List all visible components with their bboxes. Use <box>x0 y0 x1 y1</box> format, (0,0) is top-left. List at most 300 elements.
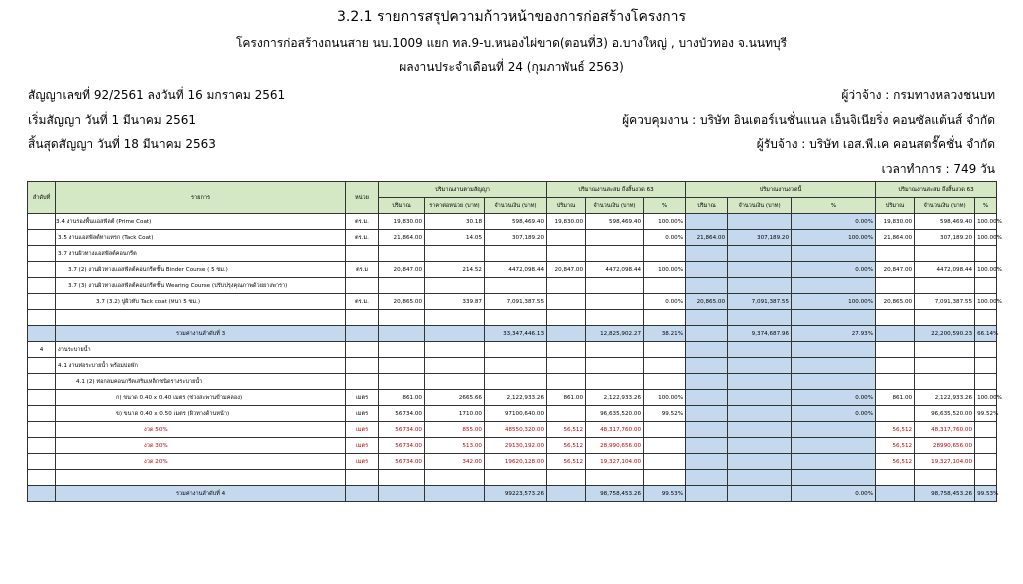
row-total-amount: 19,327,104.00 <box>915 454 975 470</box>
row-accum-amount: 48,317,760.00 <box>586 422 644 438</box>
col-price: ราคาต่อหน่วย (บาท) <box>425 198 485 214</box>
row-no <box>28 246 56 262</box>
row-accum-amount: 19,327,104.00 <box>586 454 644 470</box>
row-total-pct <box>975 438 997 454</box>
row-item: งวด 30% <box>56 438 346 454</box>
row-amount: 4472,098.44 <box>485 262 547 278</box>
row-accum-pct <box>644 422 686 438</box>
row-item: 4.1 งานท่อระบายน้ำ พร้อมบ่อพัก <box>56 358 346 374</box>
row-qty <box>379 486 425 502</box>
row-period-amount <box>728 246 792 262</box>
row-period-pct <box>792 438 876 454</box>
row-accum-qty <box>547 342 586 358</box>
row-accum-qty <box>547 230 586 246</box>
table-row <box>28 358 997 374</box>
row-no <box>28 326 56 342</box>
row-period-qty <box>686 326 728 342</box>
row-accum-pct <box>644 454 686 470</box>
row-total-qty: 56,512 <box>876 454 915 470</box>
row-no <box>28 486 56 502</box>
row-accum-amount: 12,825,902.27 <box>586 326 644 342</box>
row-total-pct: 100.00% <box>975 390 997 406</box>
project-name: โครงการก่อสร้างถนนสาย นบ.1009 แยก ทล.9-บ.หนองไผ่ขาด(ตอนที่3) อ.บางใหญ่ , บางบัวทอง จ.นนทบุรี <box>235 36 788 50</box>
row-period-pct <box>792 422 876 438</box>
row-period-amount <box>728 342 792 358</box>
row-item: รวมค่างานลำดับที่ 3 <box>56 326 346 342</box>
row-total-pct <box>975 470 997 486</box>
row-accum-amount <box>586 278 644 294</box>
row-period-qty <box>686 278 728 294</box>
row-period-pct: 0.00% <box>792 262 876 278</box>
progress-table <box>27 181 1002 502</box>
row-period-amount <box>728 470 792 486</box>
row-item <box>56 470 346 486</box>
row-price: 30.18 <box>425 214 485 230</box>
row-unit <box>346 310 379 326</box>
row-period-amount <box>728 310 792 326</box>
row-total-qty <box>876 310 915 326</box>
row-total-amount: 48,317,760.00 <box>915 422 975 438</box>
contract-number: สัญญาเลขที่ 92/2561 ลงวันที่ 16 มกราคม 2561 <box>28 88 286 102</box>
row-total-pct <box>975 454 997 470</box>
row-no <box>28 230 56 246</box>
row-accum-amount <box>586 294 644 310</box>
row-total-amount <box>915 278 975 294</box>
row-total-amount <box>915 246 975 262</box>
row-period-qty <box>686 438 728 454</box>
row-period-amount <box>728 262 792 278</box>
row-no <box>28 374 56 390</box>
row-unit: เมตร <box>346 438 379 454</box>
row-period-pct <box>792 454 876 470</box>
group-accum-prev: ปริมาณงานสะสม ถึงสิ้นงวด 63 <box>547 182 686 198</box>
row-total-qty <box>876 326 915 342</box>
row-total-qty: 21,864.00 <box>876 230 915 246</box>
row-accum-qty <box>547 374 586 390</box>
row-accum-qty: 20,847.00 <box>547 262 586 278</box>
table-row <box>28 214 997 230</box>
row-qty <box>379 358 425 374</box>
row-price <box>425 310 485 326</box>
row-period-pct: 100.00% <box>792 294 876 310</box>
row-period-qty <box>686 246 728 262</box>
row-accum-pct: 0.00% <box>644 230 686 246</box>
row-price <box>425 326 485 342</box>
row-accum-amount: 598,469.40 <box>586 214 644 230</box>
table-row <box>28 470 997 486</box>
row-amount: 7,091,387.55 <box>485 294 547 310</box>
row-accum-qty: 861.00 <box>547 390 586 406</box>
row-qty: 20,865.00 <box>379 294 425 310</box>
row-unit <box>346 278 379 294</box>
row-accum-qty <box>547 470 586 486</box>
table-row <box>28 422 997 438</box>
row-total-pct: 100.00% <box>975 262 997 278</box>
row-accum-pct: 100.00% <box>644 214 686 230</box>
row-price <box>425 342 485 358</box>
row-qty: 21,864.00 <box>379 230 425 246</box>
row-total-amount: 22,200,590.23 <box>915 326 975 342</box>
row-period-qty <box>686 454 728 470</box>
row-period-qty <box>686 262 728 278</box>
row-qty: 56734.00 <box>379 438 425 454</box>
row-item: 3.5 งานแอสฟัลต์ทาแทรก (Tack Coat) <box>56 230 346 246</box>
row-amount <box>485 374 547 390</box>
row-period-amount <box>728 278 792 294</box>
col-qty: ปริมาณ <box>876 198 915 214</box>
row-total-pct <box>975 278 997 294</box>
row-accum-qty <box>547 486 586 502</box>
row-amount <box>485 470 547 486</box>
row-price <box>425 278 485 294</box>
row-qty: 861.00 <box>379 390 425 406</box>
row-period-qty <box>686 390 728 406</box>
row-period-qty <box>686 310 728 326</box>
row-amount: 33,347,446.13 <box>485 326 547 342</box>
row-accum-qty <box>547 294 586 310</box>
group-this-period: ปริมาณงานงวดนี้ <box>686 182 876 198</box>
row-period-pct: 0.00% <box>792 406 876 422</box>
row-no <box>28 406 56 422</box>
row-accum-amount: 28,990,656.00 <box>586 438 644 454</box>
employer: ผู้ว่าจ้าง : กรมทางหลวงชนบท <box>841 88 995 102</box>
row-total-amount <box>915 470 975 486</box>
row-period-pct <box>792 470 876 486</box>
row-period-amount <box>728 374 792 390</box>
row-no: 4 <box>28 342 56 358</box>
row-accum-pct: 0.00% <box>644 294 686 310</box>
row-total-qty <box>876 358 915 374</box>
row-total-qty: 20,847.00 <box>876 262 915 278</box>
row-unit: ตร.ม. <box>346 214 379 230</box>
row-total-qty <box>876 374 915 390</box>
row-period-amount <box>728 214 792 230</box>
row-total-pct <box>975 310 997 326</box>
row-no <box>28 214 56 230</box>
col-amount: จำนวนเงิน (บาท) <box>586 198 644 214</box>
duration: เวลาทำการ : 749 วัน <box>881 162 995 176</box>
row-accum-pct <box>644 438 686 454</box>
col-no: ลำดับที่ <box>28 182 56 214</box>
col-pct: % <box>644 198 686 214</box>
row-amount <box>485 342 547 358</box>
row-item: ข) ขนาด 0.40 x 0.50 เมตร (ผิวทางด้านหน้า) <box>56 406 346 422</box>
row-accum-pct: 100.00% <box>644 262 686 278</box>
row-period-qty <box>686 214 728 230</box>
row-total-pct: 99.53% <box>975 486 997 502</box>
col-unit: หน่วย <box>346 182 379 214</box>
row-no <box>28 454 56 470</box>
row-total-amount: 96,635,520.00 <box>915 406 975 422</box>
row-accum-qty: 56,512 <box>547 438 586 454</box>
row-period-pct <box>792 342 876 358</box>
row-accum-qty <box>547 358 586 374</box>
group-accum-total: ปริมาณงานสะสม ถึงสิ้นงวด 63 <box>876 182 997 198</box>
row-amount <box>485 358 547 374</box>
row-total-qty <box>876 470 915 486</box>
row-period-pct <box>792 374 876 390</box>
row-total-pct <box>975 374 997 390</box>
row-period-amount <box>728 358 792 374</box>
row-total-pct: 100.00% <box>975 294 997 310</box>
row-qty <box>379 374 425 390</box>
row-total-amount: 307,189.20 <box>915 230 975 246</box>
col-qty: ปริมาณ <box>547 198 586 214</box>
row-accum-pct <box>644 278 686 294</box>
row-qty <box>379 246 425 262</box>
row-unit: ตร.ม. <box>346 230 379 246</box>
row-total-qty: 19,830.00 <box>876 214 915 230</box>
row-qty: 19,830.00 <box>379 214 425 230</box>
row-accum-qty: 19,830.00 <box>547 214 586 230</box>
row-price <box>425 358 485 374</box>
table-row <box>28 342 997 358</box>
row-accum-qty <box>547 406 586 422</box>
row-amount <box>485 278 547 294</box>
row-accum-amount <box>586 246 644 262</box>
row-period-pct <box>792 246 876 262</box>
row-no <box>28 358 56 374</box>
row-total-qty: 56,512 <box>876 422 915 438</box>
row-total-amount: 4472,098.44 <box>915 262 975 278</box>
table-row <box>28 278 997 294</box>
row-total-pct <box>975 422 997 438</box>
row-no <box>28 390 56 406</box>
row-total-pct: 100.00% <box>975 230 997 246</box>
row-item: 3.7 งานผิวทางแอสฟัลต์คอนกรีต <box>56 246 346 262</box>
row-accum-amount: 98,758,453.26 <box>586 486 644 502</box>
row-total-amount: 598,469.40 <box>915 214 975 230</box>
row-amount: 307,189.20 <box>485 230 547 246</box>
row-period-qty: 20,865.00 <box>686 294 728 310</box>
row-period-pct <box>792 278 876 294</box>
row-price: 513.00 <box>425 438 485 454</box>
row-accum-qty: 56,512 <box>547 422 586 438</box>
row-no <box>28 470 56 486</box>
row-unit: ตร.ม <box>346 262 379 278</box>
row-total-amount: 28990,656.00 <box>915 438 975 454</box>
row-item: 3.7 (2) งานผิวทางแอสฟัลต์คอนกรีตชั้น Binder Course ( 5 ซม.) <box>56 262 346 278</box>
row-total-pct <box>975 246 997 262</box>
row-price: 855.00 <box>425 422 485 438</box>
row-price <box>425 470 485 486</box>
row-no <box>28 438 56 454</box>
row-price: 14.05 <box>425 230 485 246</box>
row-period-amount <box>728 438 792 454</box>
row-unit <box>346 358 379 374</box>
row-period-pct: 0.00% <box>792 486 876 502</box>
row-total-amount: 98,758,453.26 <box>915 486 975 502</box>
row-accum-pct <box>644 470 686 486</box>
col-item: รายการ <box>56 182 346 214</box>
row-qty: 56734.00 <box>379 454 425 470</box>
row-accum-pct <box>644 342 686 358</box>
row-item: 3.7 (3.2) ปูผิวทับ Tack coat (หนา 5 ซม.) <box>56 294 346 310</box>
row-total-qty: 20,865.00 <box>876 294 915 310</box>
supervisor: ผู้ควบคุมงาน : บริษัท อินเตอร์เนชั่นแนล เอ็นจิเนียริ่ง คอนซัลแต้นส์ จำกัด <box>622 113 995 127</box>
row-period-amount <box>728 390 792 406</box>
row-total-pct: 99.52% <box>975 406 997 422</box>
row-price: 339.87 <box>425 294 485 310</box>
row-amount <box>485 310 547 326</box>
row-period-pct <box>792 310 876 326</box>
row-price: 1710.00 <box>425 406 485 422</box>
row-item: 3.4 งานรองพื้นแอสฟัลต์ (Prime Coat) <box>56 214 346 230</box>
row-amount <box>485 246 547 262</box>
row-period-pct: 100.00% <box>792 230 876 246</box>
row-accum-amount <box>586 342 644 358</box>
row-total-amount: 7,091,387.55 <box>915 294 975 310</box>
row-period-qty <box>686 374 728 390</box>
row-accum-qty <box>547 278 586 294</box>
total-row <box>28 326 997 342</box>
row-item: 4.1 (2) ท่อกลมคอนกรีตเสริมเหล็กชนิดรางระบายน้ำ <box>56 374 346 390</box>
row-total-qty <box>876 246 915 262</box>
row-qty <box>379 470 425 486</box>
row-price: 342.00 <box>425 454 485 470</box>
row-accum-amount <box>586 374 644 390</box>
row-no <box>28 278 56 294</box>
row-item: งานระบายน้ำ <box>56 342 346 358</box>
col-amount: จำนวนเงิน (บาท) <box>485 198 547 214</box>
report-period: ผลงานประจำเดือนที่ 24 (กุมภาพันธ์ 2563) <box>399 60 624 74</box>
row-accum-amount <box>586 470 644 486</box>
row-accum-qty: 56,512 <box>547 454 586 470</box>
row-qty: 56734.00 <box>379 406 425 422</box>
row-amount: 99223,573.26 <box>485 486 547 502</box>
table-row <box>28 454 997 470</box>
table-row <box>28 294 997 310</box>
row-price <box>425 486 485 502</box>
row-item: งวด 20% <box>56 454 346 470</box>
row-total-pct <box>975 342 997 358</box>
row-period-qty <box>686 422 728 438</box>
row-total-qty <box>876 278 915 294</box>
row-accum-pct: 38.21% <box>644 326 686 342</box>
row-period-qty <box>686 358 728 374</box>
row-unit: ตร.ม. <box>346 294 379 310</box>
row-item: งวด 50% <box>56 422 346 438</box>
row-accum-pct <box>644 246 686 262</box>
col-qty: ปริมาณ <box>379 198 425 214</box>
table-row <box>28 390 997 406</box>
row-unit <box>346 326 379 342</box>
col-pct: % <box>975 198 997 214</box>
row-period-qty <box>686 470 728 486</box>
table-row <box>28 246 997 262</box>
row-period-amount: 7,091,387.55 <box>728 294 792 310</box>
row-qty <box>379 310 425 326</box>
row-unit: เมตร <box>346 454 379 470</box>
row-accum-pct: 100.00% <box>644 390 686 406</box>
row-period-amount: 307,189.20 <box>728 230 792 246</box>
row-item: ก) ขนาด 0.40 x 0.40 เมตร (ช่วงสะพานข้ามคลอง) <box>56 390 346 406</box>
row-accum-amount: 4472,098.44 <box>586 262 644 278</box>
row-period-amount <box>728 406 792 422</box>
row-total-pct <box>975 358 997 374</box>
row-amount: 19620,128.00 <box>485 454 547 470</box>
row-qty: 56734.00 <box>379 422 425 438</box>
row-period-amount: 9,374,687.96 <box>728 326 792 342</box>
row-total-amount <box>915 374 975 390</box>
row-accum-pct: 99.53% <box>644 486 686 502</box>
row-period-qty <box>686 486 728 502</box>
row-price <box>425 246 485 262</box>
contract-end: สิ้นสุดสัญญา วันที่ 18 มีนาคม 2563 <box>28 137 216 151</box>
row-unit: เมตร <box>346 422 379 438</box>
table-row <box>28 438 997 454</box>
row-period-qty: 21,864.00 <box>686 230 728 246</box>
row-accum-qty <box>547 326 586 342</box>
row-amount: 48550,320.00 <box>485 422 547 438</box>
row-period-pct: 0.00% <box>792 390 876 406</box>
row-period-pct: 0.00% <box>792 214 876 230</box>
row-item <box>56 310 346 326</box>
row-total-qty: 861.00 <box>876 390 915 406</box>
row-qty <box>379 326 425 342</box>
table-row <box>28 374 997 390</box>
row-accum-amount: 2,122,933.26 <box>586 390 644 406</box>
row-total-qty <box>876 486 915 502</box>
row-total-amount: 2,122,933.26 <box>915 390 975 406</box>
row-total-amount <box>915 310 975 326</box>
row-unit: เมตร <box>346 406 379 422</box>
row-accum-pct <box>644 310 686 326</box>
row-price <box>425 374 485 390</box>
row-period-pct <box>792 358 876 374</box>
table-row <box>28 230 997 246</box>
row-unit <box>346 374 379 390</box>
row-period-pct: 27.93% <box>792 326 876 342</box>
col-amount: จำนวนเงิน (บาท) <box>728 198 792 214</box>
row-period-qty <box>686 406 728 422</box>
table-row <box>28 310 997 326</box>
row-accum-pct <box>644 374 686 390</box>
row-accum-amount <box>586 358 644 374</box>
row-period-amount <box>728 486 792 502</box>
row-total-amount <box>915 342 975 358</box>
row-qty <box>379 342 425 358</box>
row-item: รวมค่างานลำดับที่ 4 <box>56 486 346 502</box>
contractor: ผู้รับจ้าง : บริษัท เอส.พี.เค คอนสตรั๊คชั่น จำกัด <box>756 137 995 151</box>
row-period-amount <box>728 454 792 470</box>
row-accum-qty <box>547 310 586 326</box>
row-period-qty <box>686 342 728 358</box>
row-total-amount <box>915 358 975 374</box>
row-accum-pct <box>644 358 686 374</box>
row-accum-amount: 96,635,520.00 <box>586 406 644 422</box>
row-price: 214.52 <box>425 262 485 278</box>
row-total-qty <box>876 406 915 422</box>
row-accum-pct: 99.52% <box>644 406 686 422</box>
row-no <box>28 294 56 310</box>
row-unit <box>346 470 379 486</box>
table-row <box>28 262 997 278</box>
row-period-amount <box>728 422 792 438</box>
page-title: 3.2.1 รายการสรุปความก้าวหน้าของการก่อสร้างโครงการ <box>336 9 687 25</box>
row-no <box>28 262 56 278</box>
row-amount: 598,469.40 <box>485 214 547 230</box>
row-no <box>28 422 56 438</box>
group-contract: ปริมาณงานตามสัญญา <box>379 182 547 198</box>
col-qty: ปริมาณ <box>686 198 728 214</box>
row-total-qty <box>876 342 915 358</box>
row-price: 2665.66 <box>425 390 485 406</box>
total-row <box>28 486 997 502</box>
table-row <box>28 406 997 422</box>
row-unit: เมตร <box>346 390 379 406</box>
row-amount: 2,122,933.26 <box>485 390 547 406</box>
